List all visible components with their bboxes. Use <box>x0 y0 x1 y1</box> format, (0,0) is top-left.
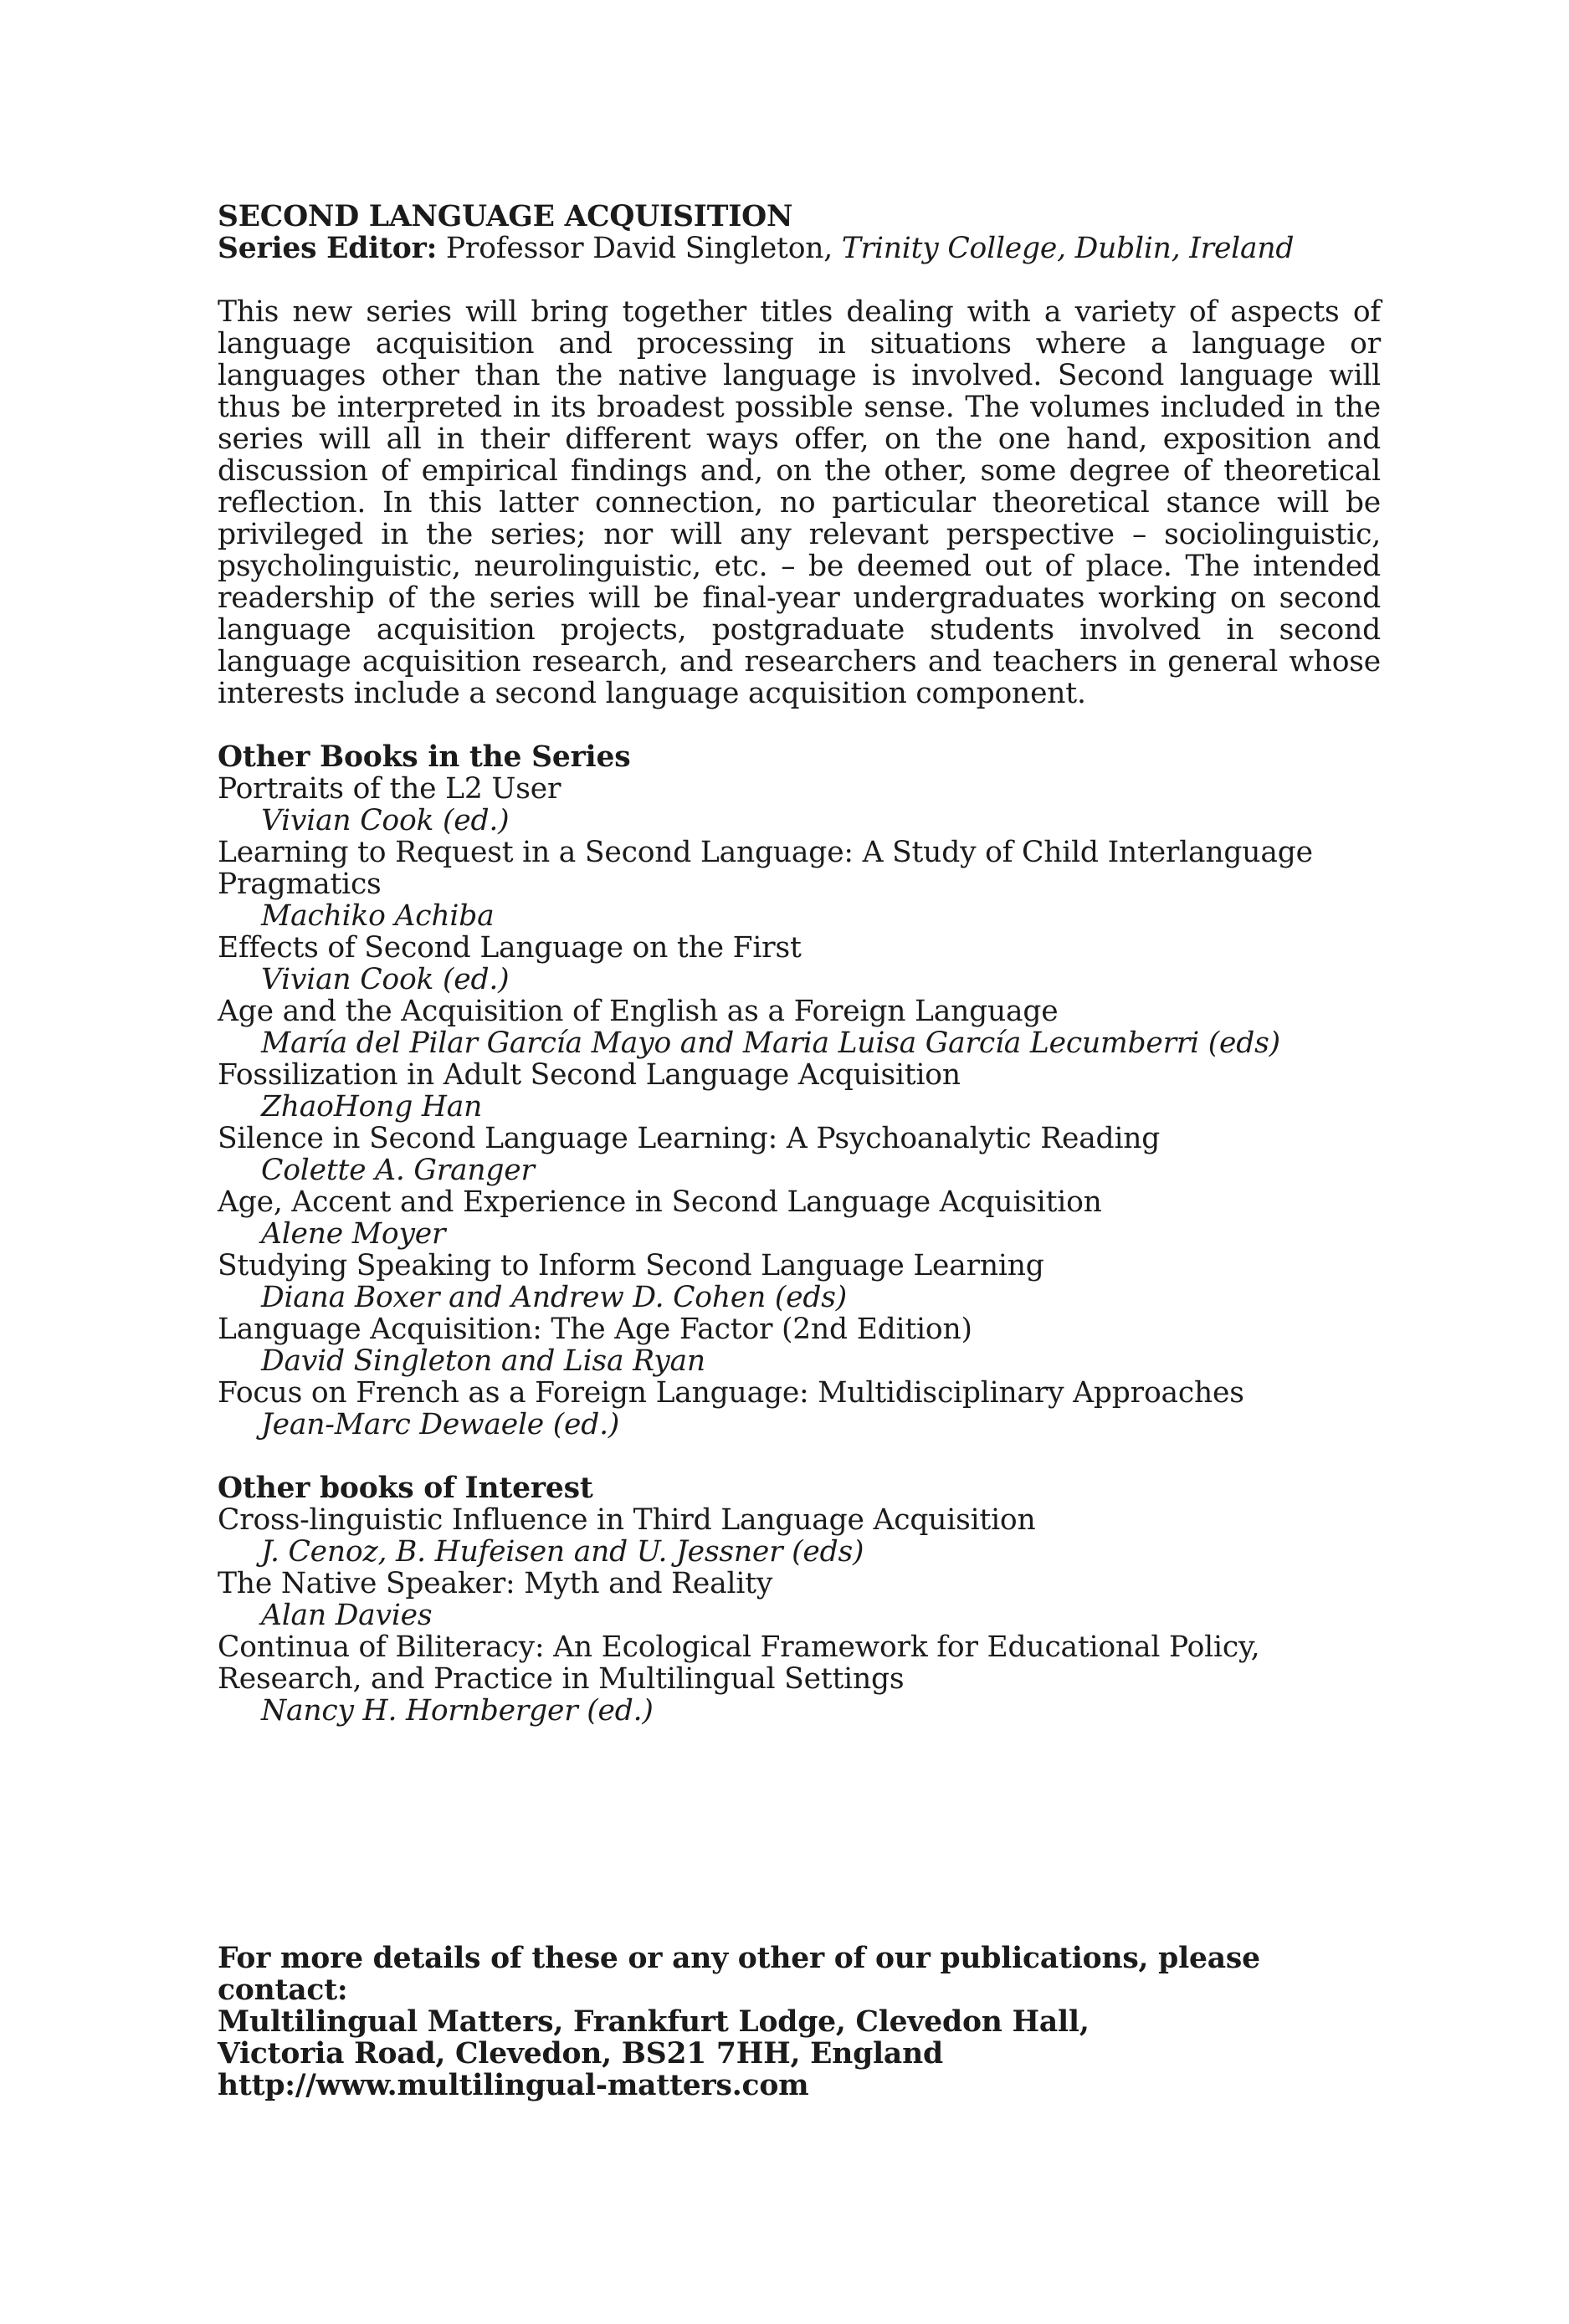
interest-book-item <box>218 1568 1381 1631</box>
series-book-item <box>218 1377 1381 1441</box>
book-title: Portraits of the L2 User <box>218 772 561 806</box>
series-book-item <box>218 1313 1381 1377</box>
interest-book-item <box>218 1631 1381 1727</box>
series-book-item <box>218 996 1381 1059</box>
series-book-item <box>218 1059 1381 1123</box>
contact-address-line-2: Victoria Road, Clevedon, BS21 7HH, England <box>218 2037 943 2071</box>
series-books-list <box>218 773 1381 1441</box>
book-author: Alan Davies <box>261 1599 433 1632</box>
book-author: Alene Moyer <box>261 1217 446 1251</box>
series-description: This new series will bring together titles dealing with a variety of aspects of language acquisition and processing in situations where a language or languages other than the native language is involved. Second language will thus be interpreted in its broadest possible sense. The volumes included in the series will all in their different ways offer, on the one hand, exposition and discussion of empirical findings and, on the other, some degree of theoretical reflection. In this latter connection, no particular theoretical stance will be privileged in the series; nor will any relevant perspective – sociolinguistic, psycholinguistic, neurolinguistic, etc. – be deemed out of place. The intended readership of the series will be final-year undergraduates working on second language acquisition projects, postgraduate students involved in second language acquisition research, and researchers and teachers in general whose interests include a second language acquisition component. <box>218 295 1381 710</box>
contact-website: http://www.multilingual-matters.com <box>218 2069 809 2102</box>
book-author: Diana Boxer and Andrew D. Cohen (eds) <box>261 1281 848 1314</box>
interest-books-heading: Other books of Interest <box>218 1472 593 1505</box>
book-title: Learning to Request in a Second Language: A Study of Child Interlanguage Pragmatics <box>218 836 1313 901</box>
book-title: Cross-linguistic Influence in Third Language Acquisition <box>218 1503 1036 1537</box>
book-title: Language Acquisition: The Age Factor (2nd Edition) <box>218 1313 972 1346</box>
contact-intro: For more details of these or any other of our publications, please contact: <box>218 1942 1260 2007</box>
book-title: Effects of Second Language on the First <box>218 931 802 965</box>
series-editor-name: Professor David Singleton, <box>445 232 833 265</box>
book-title: Age, Accent and Experience in Second Language Acquisition <box>218 1185 1102 1219</box>
series-editor-label: Series Editor: <box>218 232 438 265</box>
book-author: Jean-Marc Dewaele (ed.) <box>261 1408 620 1441</box>
book-title: The Native Speaker: Myth and Reality <box>218 1567 773 1600</box>
book-title: Focus on French as a Foreign Language: Multidisciplinary Approaches <box>218 1376 1244 1410</box>
series-editor-line <box>218 233 1381 264</box>
book-author: María del Pilar García Mayo and Maria Luisa García Lecumberri (eds) <box>261 1026 1280 1060</box>
book-author: Vivian Cook (ed.) <box>261 804 510 837</box>
series-book-item <box>218 837 1381 932</box>
series-book-item <box>218 1123 1381 1186</box>
series-title: SECOND LANGUAGE ACQUISITION <box>218 200 793 233</box>
page-content <box>218 201 1381 1727</box>
series-book-item <box>218 1250 1381 1313</box>
book-title: Fossilization in Adult Second Language Acquisition <box>218 1058 961 1092</box>
book-title: Age and the Acquisition of English as a Foreign Language <box>218 995 1059 1028</box>
series-book-item <box>218 932 1381 996</box>
book-author: ZhaoHong Han <box>261 1090 483 1124</box>
book-author: Machiko Achiba <box>261 899 495 933</box>
book-author: J. Cenoz, B. Hufeisen and U. Jessner (eds) <box>261 1535 864 1569</box>
publisher-contact <box>218 1943 1381 2101</box>
series-editor-affiliation: Trinity College, Dublin, Ireland <box>841 232 1295 265</box>
interest-book-item <box>218 1504 1381 1568</box>
book-title: Silence in Second Language Learning: A Psychoanalytic Reading <box>218 1122 1161 1155</box>
book-title: Studying Speaking to Inform Second Language Learning <box>218 1249 1044 1282</box>
contact-address-line-1: Multilingual Matters, Frankfurt Lodge, Clevedon Hall, <box>218 2005 1090 2039</box>
book-author: David Singleton and Lisa Ryan <box>261 1344 705 1378</box>
book-author: Colette A. Granger <box>261 1154 535 1187</box>
series-books-heading: Other Books in the Series <box>218 740 631 774</box>
interest-books-list <box>218 1504 1381 1727</box>
book-title: Continua of Biliteracy: An Ecological Framework for Educational Policy, Research, and Practice in Multilingual Settings <box>218 1630 1260 1696</box>
series-book-item <box>218 773 1381 837</box>
series-book-item <box>218 1186 1381 1250</box>
book-author: Vivian Cook (ed.) <box>261 963 510 996</box>
book-author: Nancy H. Hornberger (ed.) <box>261 1694 654 1728</box>
